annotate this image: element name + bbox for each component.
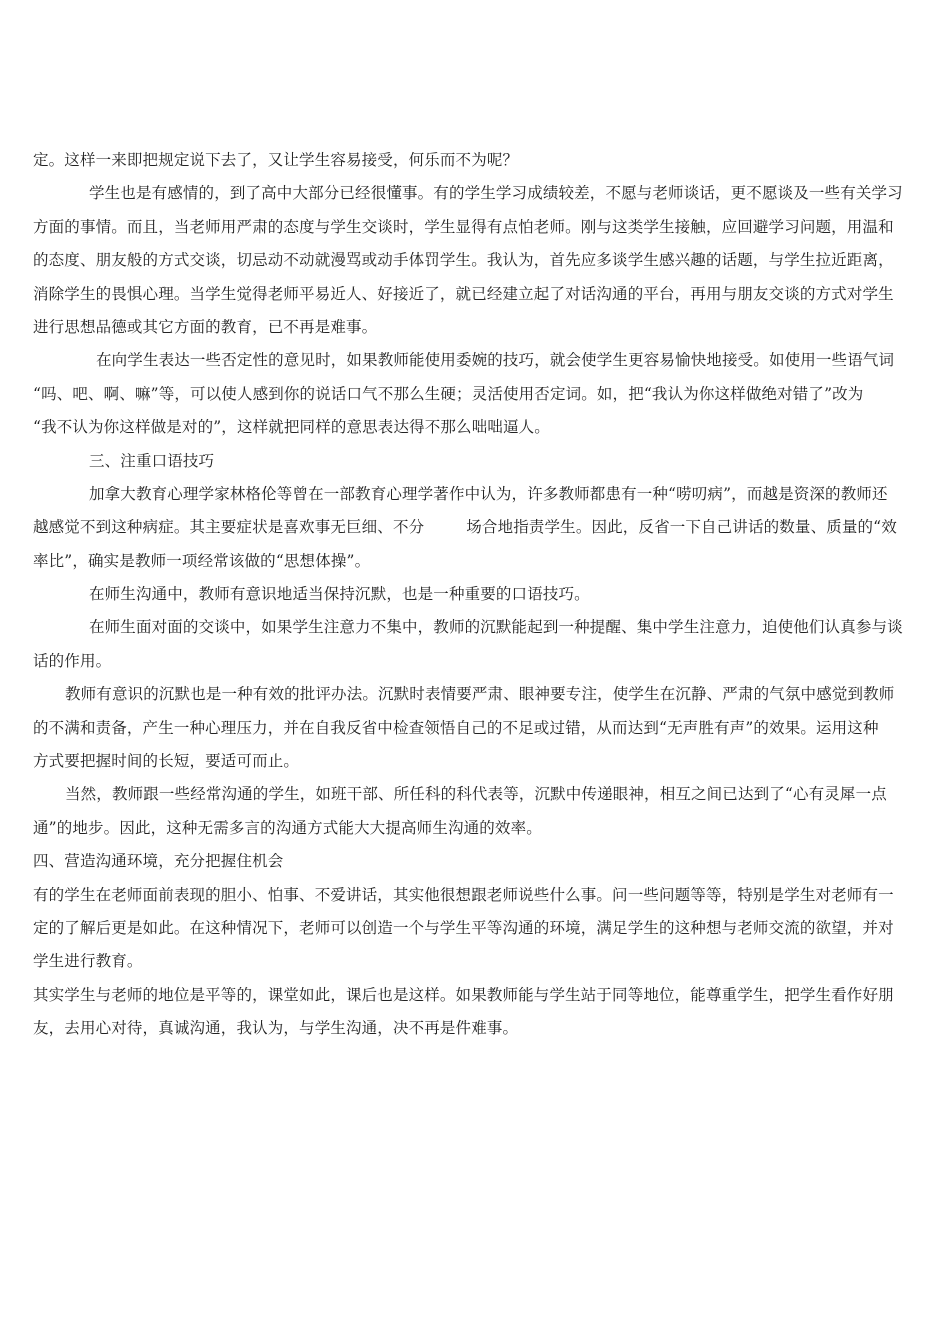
document-body	[33, 144, 920, 1046]
text-segment: 越感觉不到这种病症。其主要症状是喜欢事无巨细、不分	[33, 518, 425, 537]
text-line: 方式要把握时间的长短，要适可而止。	[33, 752, 300, 771]
section-heading: 三、注重口语技巧	[89, 451, 215, 470]
text-line: 的态度、朋友般的方式交谈，切忌动不动就漫骂或动手体罚学生。我认为，首先应多谈学生感兴趣的话题，与学生拉近距离，	[33, 251, 894, 270]
text-line: “吗、吧、啊、嘛”等，可以使人感到你的说话口气不那么生硬；灵活使用否定词。如，把“我认为你这样做绝对错了”改为	[33, 384, 864, 403]
text-line: 加拿大教育心理学家林格伦等曾在一部教育心理学著作中认为，许多教师都患有一种“唠叨病”，而越是资深的教师还	[89, 484, 888, 503]
text-line: 学生也是有感情的，到了高中大部分已经很懂事。有的学生学习成绩较差，不愿与老师谈话，更不愿谈及一些有关学习	[89, 184, 903, 203]
text-line: 当然，教师跟一些经常沟通的学生，如班干部、所任科的科代表等，沉默中传递眼神，相互之间已达到了“心有灵犀一点	[65, 785, 887, 804]
text-line: 其实学生与老师的地位是平等的，课堂如此，课后也是这样。如果教师能与学生站于同等地位，能尊重学生，把学生看作好朋	[33, 985, 894, 1004]
text-line: 方面的事情。而且，当老师用严肃的态度与学生交谈时，学生显得有点怕老师。刚与这类学生接触，应回避学习问题，用温和	[33, 217, 894, 236]
text-line: 在向学生表达一些否定性的意见时，如果教师能使用委婉的技巧，就会使学生更容易愉快地接受。如使用一些语气词	[96, 351, 895, 370]
text-line: 教师有意识的沉默也是一种有效的批评办法。沉默时表情要严肃、眼神要专注，使学生在沉静、严肃的气氛中感觉到教师	[65, 685, 895, 704]
text-line: 在师生沟通中，教师有意识地适当保持沉默，也是一种重要的口语技巧。	[89, 585, 590, 604]
text-line: 在师生面对面的交谈中，如果学生注意力不集中，教师的沉默能起到一种提醒、集中学生注意力，迫使他们认真参与谈	[89, 618, 903, 637]
text-line: 定的了解后更是如此。在这种情况下，老师可以创造一个与学生平等沟通的环境，满足学生的这种想与老师交流的欲望，并对	[33, 918, 894, 937]
text-line: 定。这样一来即把规定说下去了，又让学生容易接受，何乐而不为呢？	[33, 151, 519, 169]
text-line: 进行思想品德或其它方面的教育，已不再是难事。	[33, 317, 378, 336]
text-segment: 场合地指责学生。因此，反省一下自己讲话的数量、质量的“效	[466, 518, 897, 537]
text-line: 友，去用心对待，真诚沟通，我认为，与学生沟通，决不再是件难事。	[33, 1019, 519, 1038]
text-line	[33, 511, 920, 544]
text-line: “我不认为你这样做是对的”，这样就把同样的意思表达得不那么咄咄逼人。	[33, 418, 550, 437]
text-line: 学生进行教育。	[33, 952, 143, 971]
text-line: 话的作用。	[33, 651, 112, 670]
text-line: 有的学生在老师面前表现的胆小、怕事、不爱讲话，其实他很想跟老师说些什么事。问一些问题等等，特别是学生对老师有一	[33, 885, 894, 904]
text-line: 消除学生的畏惧心理。当学生觉得老师平易近人、好接近了，就已经建立起了对话沟通的平台，再用与朋友交谈的方式对学生	[33, 284, 894, 303]
text-line: 率比”，确实是教师一项经常该做的“思想体操”。	[33, 551, 371, 570]
text-line: 通”的地步。因此，这种无需多言的沟通方式能大大提高师生沟通的效率。	[33, 818, 542, 837]
section-heading: 四、营造沟通环境，充分把握住机会	[33, 852, 284, 871]
text-line: 的不满和责备，产生一种心理压力，并在自我反省中检查领悟自己的不足或过错，从而达到“无声胜有声”的效果。运用这种	[33, 718, 879, 737]
